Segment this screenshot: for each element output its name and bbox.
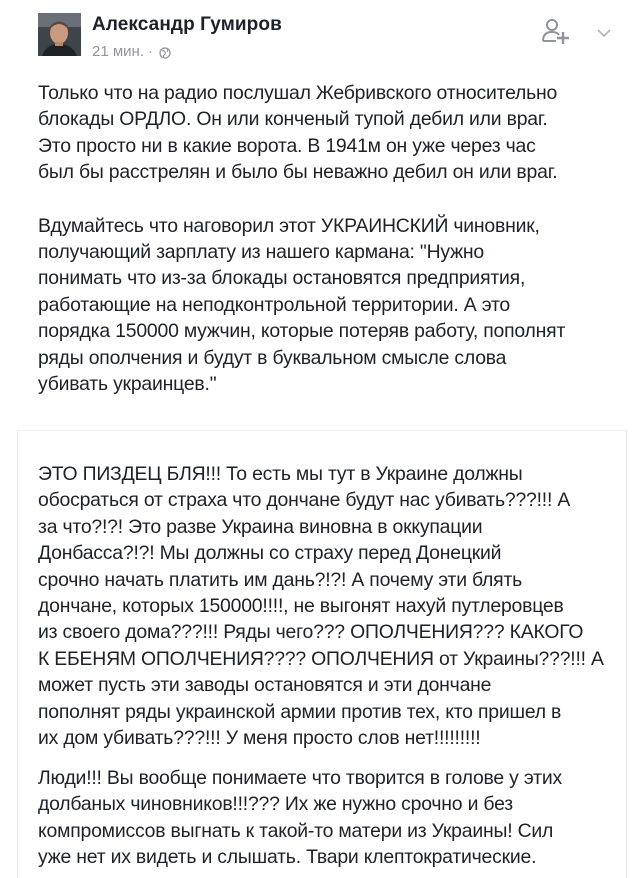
post-text xyxy=(38,80,618,424)
globe-icon[interactable] xyxy=(159,46,171,58)
add-friend-icon[interactable] xyxy=(541,17,571,45)
comment-paragraph: ЭТО ПИЗДЕЦ БЛЯ!!! То есть мы тут в Украине должны обосраться от страха что дончане будут нас убивать???!!! А за что?!?! Это разве Украина виновна в оккупации Донбасса?!?! Мы должны со страху перед Донецкий срочно начать платить им дань?!?! А почему эти блять дончане, которых 150000!!!!, не выгонят нахуй путлеровцев из своего дома???!!! Ряды чего??? ОПОЛЧЕНИЯ??? КАКОГО К ЕБЕНЯМ ОПОЛЧЕНИЯ???? ОПОЛЧЕНИЯ от Украины???!!! А может пусть эти заводы остановятся и эти дончане пополнят ряды украинской армии против тех, кто пришел в их дом убивать???!!! У меня просто слов нет!!!!!!!!! xyxy=(38,463,604,750)
author-name[interactable]: Александр Гумиров xyxy=(92,14,282,35)
post-header xyxy=(0,0,639,70)
post-time[interactable]: 21 мин. xyxy=(92,43,144,60)
avatar-photo xyxy=(38,13,81,56)
chevron-down-icon[interactable] xyxy=(596,26,612,38)
post-meta xyxy=(92,43,171,60)
post-paragraph: Только что на радио послушал Жебривского относительно блокады ОРДЛО. Он или конченый тупой дебил или враг. Это просто ни в какие ворота. В 1941м он уже через час был бы расстрелян и было бы неважно дебил он или враг. xyxy=(38,82,558,184)
post-paragraph: Вдумайтесь что наговорил этот УКРАИНСКИЙ чиновник, получающий зарплату из нашего кармана: "Нужно понимать что из-за блокады остановятся предприятия, работающие на неподконтрольной территории. А это порядка 150000 мужчин, которые потеряв работу, пополнят ряды ополчения и будут в буквальном смысле слова убивать украинцев." xyxy=(38,214,566,396)
quoted-comment xyxy=(17,430,627,878)
comment-paragraph: Люди!!! Вы вообще понимаете что творится в голове у этих долбаных чиновников!!!??? Их же нужно срочно и без компромиссов выгнать к такой-то матери из Украины! Сил уже нет их видеть и слышать. Твари клептократические. xyxy=(38,767,562,869)
avatar[interactable] xyxy=(38,13,81,56)
meta-separator: · xyxy=(148,43,153,60)
